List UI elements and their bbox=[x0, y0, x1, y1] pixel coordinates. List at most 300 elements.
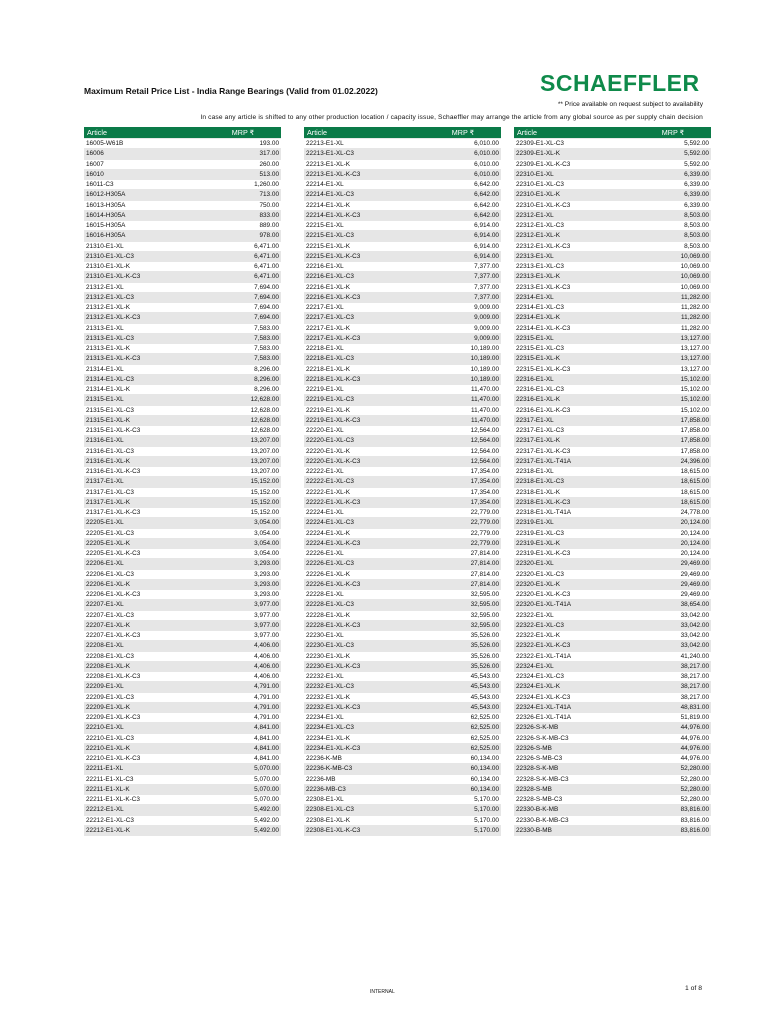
mrp-cell: 5,070.00 bbox=[254, 775, 279, 783]
mrp-cell: 713.00 bbox=[259, 191, 279, 199]
mrp-cell: 5,170.00 bbox=[474, 806, 499, 814]
mrp-cell: 6,914.00 bbox=[474, 252, 499, 260]
mrp-cell: 5,070.00 bbox=[254, 765, 279, 773]
table-row bbox=[514, 201, 711, 211]
table-row bbox=[84, 303, 281, 313]
mrp-cell: 32,595.00 bbox=[470, 591, 499, 599]
table-row bbox=[304, 785, 501, 795]
mrp-cell: 35,526.00 bbox=[470, 632, 499, 640]
availability-note: ** Price available on request subject to availability bbox=[557, 101, 703, 108]
mrp-cell: 15,102.00 bbox=[680, 406, 709, 414]
mrp-cell: 4,406.00 bbox=[254, 662, 279, 670]
article-cell: 22312-E1-XL-C3 bbox=[516, 222, 564, 230]
table-row bbox=[84, 559, 281, 569]
mrp-cell: 38,217.00 bbox=[680, 673, 709, 681]
article-cell: 22312-E1-XL-K bbox=[516, 232, 561, 240]
mrp-cell: 52,280.00 bbox=[680, 796, 709, 804]
article-cell: 22217-E1-XL-C3 bbox=[306, 314, 354, 322]
article-cell: 21312-E1-XL bbox=[86, 283, 124, 291]
article-cell: 22309-E1-XL-C3 bbox=[516, 140, 564, 148]
mrp-cell: 62,525.00 bbox=[470, 744, 499, 752]
mrp-cell: 38,654.00 bbox=[680, 601, 709, 609]
article-cell: 22228-E1-XL-K-C3 bbox=[306, 621, 361, 629]
article-cell: 22318-E1-XL-C3 bbox=[516, 478, 564, 486]
table-row bbox=[304, 816, 501, 826]
mrp-cell: 13,127.00 bbox=[680, 345, 709, 353]
table-row bbox=[304, 283, 501, 293]
article-cell: 22308-E1-XL-C3 bbox=[306, 806, 354, 814]
mrp-cell: 17,354.00 bbox=[470, 498, 499, 506]
table-row bbox=[514, 600, 711, 610]
table-row bbox=[514, 734, 711, 744]
table-row bbox=[84, 283, 281, 293]
article-cell: 22226-E1-XL-K bbox=[306, 570, 351, 578]
table-row bbox=[514, 826, 711, 836]
table-row bbox=[304, 262, 501, 272]
table-row bbox=[84, 334, 281, 344]
article-cell: 22224-E1-XL bbox=[306, 509, 344, 517]
mrp-cell: 513.00 bbox=[259, 170, 279, 178]
table-row bbox=[304, 826, 501, 836]
mrp-cell: 6,010.00 bbox=[474, 160, 499, 168]
table-row bbox=[84, 149, 281, 159]
table-row bbox=[514, 272, 711, 282]
table-row bbox=[304, 641, 501, 651]
table-row bbox=[514, 406, 711, 416]
mrp-cell: 60,134.00 bbox=[470, 775, 499, 783]
article-cell: 22319-E1-XL-K bbox=[516, 539, 561, 547]
table-row bbox=[304, 313, 501, 323]
mrp-cell: 7,583.00 bbox=[254, 334, 279, 342]
mrp-cell: 11,470.00 bbox=[471, 406, 499, 414]
article-cell: 22312-E1-XL bbox=[516, 211, 554, 219]
table-row bbox=[84, 764, 281, 774]
mrp-cell: 33,042.00 bbox=[680, 632, 709, 640]
table-row bbox=[304, 754, 501, 764]
mrp-cell: 45,543.00 bbox=[470, 693, 499, 701]
article-cell: 22324-E1-XL bbox=[516, 662, 554, 670]
article-cell: 22319-E1-XL bbox=[516, 519, 554, 527]
article-cell: 22317-E1-XL-K bbox=[516, 437, 561, 445]
mrp-cell: 6,642.00 bbox=[474, 191, 499, 199]
article-cell: 22213-E1-XL-K-C3 bbox=[306, 170, 361, 178]
mrp-cell: 4,791.00 bbox=[254, 693, 279, 701]
article-cell: 22206-E1-XL bbox=[86, 560, 124, 568]
table-row bbox=[84, 354, 281, 364]
table-row bbox=[514, 580, 711, 590]
table-row bbox=[84, 190, 281, 200]
mrp-cell: 4,406.00 bbox=[254, 642, 279, 650]
mrp-cell: 7,694.00 bbox=[254, 283, 279, 291]
table-row bbox=[304, 508, 501, 518]
article-cell: 22320-E1-XL-K bbox=[516, 580, 561, 588]
article-cell: 22226-E1-XL-K-C3 bbox=[306, 580, 361, 588]
table-row bbox=[514, 149, 711, 159]
table-row bbox=[514, 549, 711, 559]
mrp-cell: 9,009.00 bbox=[474, 304, 499, 312]
table-row bbox=[514, 795, 711, 805]
article-cell: 22320-E1-XL-K-C3 bbox=[516, 591, 571, 599]
schaeffler-logo: SCHAEFFLER bbox=[540, 70, 700, 96]
mrp-cell: 11,282.00 bbox=[681, 324, 709, 332]
table-row bbox=[84, 221, 281, 231]
article-cell: 22226-E1-XL bbox=[306, 550, 344, 558]
mrp-cell: 4,841.00 bbox=[254, 755, 279, 763]
article-cell: 22216-E1-XL-K-C3 bbox=[306, 293, 361, 301]
mrp-cell: 10,189.00 bbox=[470, 345, 499, 353]
mrp-cell: 15,152.00 bbox=[250, 478, 279, 486]
mrp-cell: 29,469.00 bbox=[680, 591, 709, 599]
mrp-cell: 22,779.00 bbox=[470, 529, 499, 537]
table-row bbox=[84, 775, 281, 785]
mrp-cell: 13,127.00 bbox=[680, 365, 709, 373]
table-row bbox=[84, 703, 281, 713]
article-cell: 21312-E1-XL-C3 bbox=[86, 293, 134, 301]
article-cell: 22228-E1-XL-K bbox=[306, 611, 351, 619]
mrp-cell: 11,470.00 bbox=[471, 416, 499, 424]
article-cell: 22217-E1-XL bbox=[306, 304, 344, 312]
table-row bbox=[304, 139, 501, 149]
table-row bbox=[84, 785, 281, 795]
article-cell: 22228-E1-XL-C3 bbox=[306, 601, 354, 609]
mrp-cell: 3,054.00 bbox=[254, 539, 279, 547]
article-cell: 21315-E1-XL-K bbox=[86, 416, 131, 424]
mrp-cell: 15,102.00 bbox=[680, 396, 709, 404]
article-cell: 22309-E1-XL-K bbox=[516, 150, 561, 158]
article-cell: 22210-E1-XL-C3 bbox=[86, 734, 134, 742]
table-row bbox=[304, 775, 501, 785]
table-row bbox=[84, 518, 281, 528]
article-cell: 22216-E1-XL bbox=[306, 263, 344, 271]
article-cell: 22308-E1-XL-K-C3 bbox=[306, 826, 361, 834]
mrp-cell: 29,469.00 bbox=[680, 570, 709, 578]
mrp-cell: 7,694.00 bbox=[254, 293, 279, 301]
mrp-cell: 35,526.00 bbox=[470, 662, 499, 670]
table-row bbox=[304, 467, 501, 477]
article-cell: 22219-E1-XL bbox=[306, 386, 344, 394]
article-cell: 22218-E1-XL-K bbox=[306, 365, 351, 373]
table-row bbox=[514, 693, 711, 703]
table-row bbox=[514, 754, 711, 764]
table-row bbox=[304, 436, 501, 446]
article-cell: 22207-E1-XL-K-C3 bbox=[86, 632, 141, 640]
table-row bbox=[84, 324, 281, 334]
price-rows bbox=[304, 139, 501, 836]
article-cell: 22220-E1-XL-C3 bbox=[306, 437, 354, 445]
table-row bbox=[514, 457, 711, 467]
mrp-cell: 17,858.00 bbox=[680, 427, 709, 435]
article-header: Article bbox=[307, 128, 327, 137]
table-row bbox=[84, 416, 281, 426]
article-cell: 21314-E1-XL-C3 bbox=[86, 375, 134, 383]
mrp-cell: 7,694.00 bbox=[254, 304, 279, 312]
mrp-cell: 45,543.00 bbox=[470, 703, 499, 711]
table-row bbox=[514, 764, 711, 774]
table-row bbox=[304, 795, 501, 805]
table-row bbox=[514, 652, 711, 662]
table-row bbox=[514, 775, 711, 785]
article-cell: 22222-E1-XL bbox=[306, 468, 344, 476]
article-cell: 21314-E1-XL bbox=[86, 365, 124, 373]
table-row bbox=[514, 170, 711, 180]
table-row bbox=[304, 713, 501, 723]
mrp-cell: 4,791.00 bbox=[254, 683, 279, 691]
table-row bbox=[84, 426, 281, 436]
article-cell: 22215-E1-XL-K-C3 bbox=[306, 252, 361, 260]
table-row bbox=[304, 272, 501, 282]
mrp-cell: 5,492.00 bbox=[254, 806, 279, 814]
article-cell: 21313-E1-XL-K bbox=[86, 345, 131, 353]
table-row bbox=[514, 303, 711, 313]
article-cell: 22218-E1-XL bbox=[306, 345, 344, 353]
article-cell: 22322-E1-XL-T41A bbox=[516, 652, 572, 660]
mrp-cell: 83,816.00 bbox=[680, 816, 709, 824]
table-row bbox=[304, 621, 501, 631]
article-cell: 22206-E1-XL-K bbox=[86, 580, 131, 588]
table-row bbox=[304, 221, 501, 231]
article-cell: 22324-E1-XL-T41A bbox=[516, 703, 572, 711]
mrp-cell: 7,377.00 bbox=[474, 263, 499, 271]
article-cell: 21314-E1-XL-K bbox=[86, 386, 131, 394]
article-cell: 22211-E1-XL bbox=[86, 765, 124, 773]
table-row bbox=[514, 426, 711, 436]
mrp-cell: 41,240.00 bbox=[680, 652, 709, 660]
article-cell: 22226-E1-XL-C3 bbox=[306, 560, 354, 568]
table-row bbox=[84, 293, 281, 303]
mrp-cell: 9,009.00 bbox=[474, 324, 499, 332]
mrp-cell: 83,816.00 bbox=[680, 806, 709, 814]
article-cell: 22209-E1-XL-K bbox=[86, 703, 131, 711]
table-row bbox=[514, 723, 711, 733]
mrp-cell: 48,831.00 bbox=[680, 703, 709, 711]
mrp-cell: 44,976.00 bbox=[680, 744, 709, 752]
mrp-cell: 3,293.00 bbox=[254, 560, 279, 568]
mrp-cell: 18,615.00 bbox=[680, 478, 709, 486]
mrp-cell: 12,628.00 bbox=[250, 396, 279, 404]
table-row bbox=[514, 324, 711, 334]
table-row bbox=[514, 447, 711, 457]
table-row bbox=[304, 447, 501, 457]
mrp-cell: 24,396.00 bbox=[680, 457, 709, 465]
mrp-cell: 750.00 bbox=[259, 201, 279, 209]
table-row bbox=[304, 703, 501, 713]
table-row bbox=[304, 201, 501, 211]
article-cell: 16014-H305A bbox=[86, 211, 126, 219]
mrp-cell: 8,503.00 bbox=[684, 232, 709, 240]
article-cell: 22230-E1-XL bbox=[306, 632, 344, 640]
article-cell: 22320-E1-XL bbox=[516, 560, 554, 568]
mrp-cell: 6,642.00 bbox=[474, 211, 499, 219]
mrp-cell: 27,814.00 bbox=[470, 570, 499, 578]
table-row bbox=[304, 529, 501, 539]
article-cell: 22222-E1-XL-K-C3 bbox=[306, 498, 361, 506]
article-cell: 16015-H305A bbox=[86, 222, 126, 230]
mrp-cell: 17,354.00 bbox=[470, 468, 499, 476]
table-row bbox=[514, 703, 711, 713]
article-cell: 22315-E1-XL-K-C3 bbox=[516, 365, 571, 373]
table-row bbox=[304, 611, 501, 621]
table-row bbox=[514, 662, 711, 672]
mrp-cell: 33,042.00 bbox=[680, 611, 709, 619]
table-row bbox=[514, 518, 711, 528]
table-row bbox=[304, 744, 501, 754]
mrp-cell: 6,010.00 bbox=[474, 170, 499, 178]
article-cell: 22315-E1-XL-C3 bbox=[516, 345, 564, 353]
mrp-cell: 6,339.00 bbox=[684, 181, 709, 189]
article-cell: 16011-C3 bbox=[86, 181, 114, 189]
article-cell: 22324-E1-XL-K bbox=[516, 683, 561, 691]
article-cell: 22208-E1-XL-K bbox=[86, 662, 131, 670]
mrp-cell: 17,354.00 bbox=[470, 488, 499, 496]
article-cell: 22205-E1-XL-K bbox=[86, 539, 131, 547]
article-cell: 22313-E1-XL-K-C3 bbox=[516, 283, 571, 291]
mrp-cell: 15,152.00 bbox=[250, 498, 279, 506]
article-cell: 22230-E1-XL-C3 bbox=[306, 642, 354, 650]
article-cell: 22207-E1-XL-K bbox=[86, 621, 131, 629]
mrp-cell: 38,217.00 bbox=[680, 693, 709, 701]
article-cell: 22206-E1-XL-C3 bbox=[86, 570, 134, 578]
mrp-cell: 27,814.00 bbox=[470, 560, 499, 568]
mrp-cell: 32,595.00 bbox=[470, 601, 499, 609]
mrp-cell: 7,377.00 bbox=[474, 293, 499, 301]
mrp-cell: 45,543.00 bbox=[470, 673, 499, 681]
article-cell: 22317-E1-XL-K-C3 bbox=[516, 447, 571, 455]
article-cell: 21317-E1-XL bbox=[86, 478, 124, 486]
article-cell: 22234-E1-XL-K bbox=[306, 734, 351, 742]
mrp-cell: 4,841.00 bbox=[254, 724, 279, 732]
article-cell: 22224-E1-XL-K bbox=[306, 529, 351, 537]
article-cell: 22315-E1-XL bbox=[516, 334, 554, 342]
mrp-cell: 10,189.00 bbox=[470, 365, 499, 373]
article-cell: 22234-E1-XL bbox=[306, 714, 344, 722]
article-cell: 22312-E1-XL-K-C3 bbox=[516, 242, 571, 250]
mrp-cell: 193.00 bbox=[259, 140, 279, 148]
table-row bbox=[84, 682, 281, 692]
mrp-cell: 52,280.00 bbox=[680, 785, 709, 793]
table-row bbox=[304, 385, 501, 395]
mrp-cell: 15,102.00 bbox=[680, 375, 709, 383]
mrp-cell: 20,124.00 bbox=[680, 519, 709, 527]
mrp-cell: 29,469.00 bbox=[680, 560, 709, 568]
mrp-cell: 10,069.00 bbox=[680, 283, 709, 291]
mrp-cell: 12,564.00 bbox=[470, 457, 499, 465]
table-row bbox=[84, 467, 281, 477]
table-row bbox=[84, 457, 281, 467]
mrp-cell: 5,592.00 bbox=[684, 140, 709, 148]
mrp-cell: 22,779.00 bbox=[470, 539, 499, 547]
mrp-cell: 17,354.00 bbox=[470, 478, 499, 486]
table-row bbox=[514, 744, 711, 754]
table-row bbox=[84, 201, 281, 211]
article-cell: 22322-E1-XL-K-C3 bbox=[516, 642, 571, 650]
table-row bbox=[514, 354, 711, 364]
table-row bbox=[304, 600, 501, 610]
mrp-cell: 6,914.00 bbox=[474, 222, 499, 230]
article-cell: 21316-E1-XL-K bbox=[86, 457, 131, 465]
mrp-cell: 51,819.00 bbox=[680, 714, 709, 722]
article-cell: 22326-S-MB bbox=[516, 744, 552, 752]
article-cell: 22326-S-K-MB bbox=[516, 724, 559, 732]
table-row bbox=[84, 498, 281, 508]
table-row bbox=[84, 447, 281, 457]
mrp-cell: 7,583.00 bbox=[254, 345, 279, 353]
table-row bbox=[514, 313, 711, 323]
mrp-cell: 10,069.00 bbox=[680, 263, 709, 271]
mrp-cell: 7,377.00 bbox=[474, 273, 499, 281]
mrp-cell: 13,127.00 bbox=[680, 355, 709, 363]
table-row bbox=[304, 549, 501, 559]
table-row bbox=[84, 262, 281, 272]
table-row bbox=[304, 293, 501, 303]
table-row bbox=[304, 488, 501, 498]
table-row bbox=[304, 365, 501, 375]
table-row bbox=[84, 734, 281, 744]
article-cell: 22310-E1-XL-C3 bbox=[516, 181, 564, 189]
table-row bbox=[84, 816, 281, 826]
mrp-cell: 44,976.00 bbox=[680, 734, 709, 742]
table-row bbox=[84, 231, 281, 241]
article-cell: 22317-E1-XL-T41A bbox=[516, 457, 572, 465]
article-cell: 21313-E1-XL-K-C3 bbox=[86, 355, 141, 363]
table-row bbox=[514, 416, 711, 426]
table-row bbox=[84, 621, 281, 631]
article-cell: 22219-E1-XL-K bbox=[306, 406, 351, 414]
mrp-cell: 6,339.00 bbox=[684, 191, 709, 199]
table-row bbox=[84, 611, 281, 621]
table-row bbox=[514, 395, 711, 405]
mrp-cell: 35,526.00 bbox=[470, 642, 499, 650]
article-cell: 22234-E1-XL-K-C3 bbox=[306, 744, 361, 752]
article-cell: 22214-E1-XL-K bbox=[306, 201, 351, 209]
article-cell: 22322-E1-XL-K bbox=[516, 632, 561, 640]
article-cell: 22319-E1-XL-C3 bbox=[516, 529, 564, 537]
mrp-cell: 6,471.00 bbox=[254, 242, 279, 250]
article-cell: 22205-E1-XL-K-C3 bbox=[86, 550, 141, 558]
table-row bbox=[304, 662, 501, 672]
table-row bbox=[514, 488, 711, 498]
mrp-cell: 3,977.00 bbox=[254, 621, 279, 629]
article-cell: 22219-E1-XL-K-C3 bbox=[306, 416, 361, 424]
article-cell: 22316-E1-XL-K-C3 bbox=[516, 406, 571, 414]
article-cell: 22207-E1-XL-C3 bbox=[86, 611, 134, 619]
mrp-cell: 32,595.00 bbox=[470, 621, 499, 629]
mrp-cell: 7,583.00 bbox=[254, 324, 279, 332]
table-row bbox=[514, 816, 711, 826]
mrp-cell: 5,170.00 bbox=[474, 816, 499, 824]
mrp-cell: 4,841.00 bbox=[254, 744, 279, 752]
article-cell: 22232-E1-XL-K bbox=[306, 693, 351, 701]
article-cell: 22236-K-MB-C3 bbox=[306, 765, 353, 773]
mrp-cell: 27,814.00 bbox=[470, 550, 499, 558]
table-row bbox=[84, 693, 281, 703]
article-cell: 21313-E1-XL-C3 bbox=[86, 334, 134, 342]
mrp-cell: 8,503.00 bbox=[684, 242, 709, 250]
article-cell: 22310-E1-XL bbox=[516, 170, 554, 178]
mrp-cell: 18,615.00 bbox=[680, 488, 709, 496]
mrp-cell: 6,642.00 bbox=[474, 181, 499, 189]
mrp-cell: 7,694.00 bbox=[254, 314, 279, 322]
mrp-cell: 9,009.00 bbox=[474, 334, 499, 342]
table-row bbox=[84, 713, 281, 723]
article-cell: 22215-E1-XL-C3 bbox=[306, 232, 354, 240]
page-title: Maximum Retail Price List - India Range Bearings (Valid from 01.02.2022) bbox=[84, 86, 378, 96]
article-cell: 22330-B-K-MB bbox=[516, 806, 559, 814]
mrp-cell: 18,615.00 bbox=[680, 468, 709, 476]
article-cell: 22318-E1-XL-K-C3 bbox=[516, 498, 571, 506]
article-cell: 22317-E1-XL-C3 bbox=[516, 427, 564, 435]
table-row bbox=[84, 375, 281, 385]
article-cell: 21313-E1-XL bbox=[86, 324, 124, 332]
